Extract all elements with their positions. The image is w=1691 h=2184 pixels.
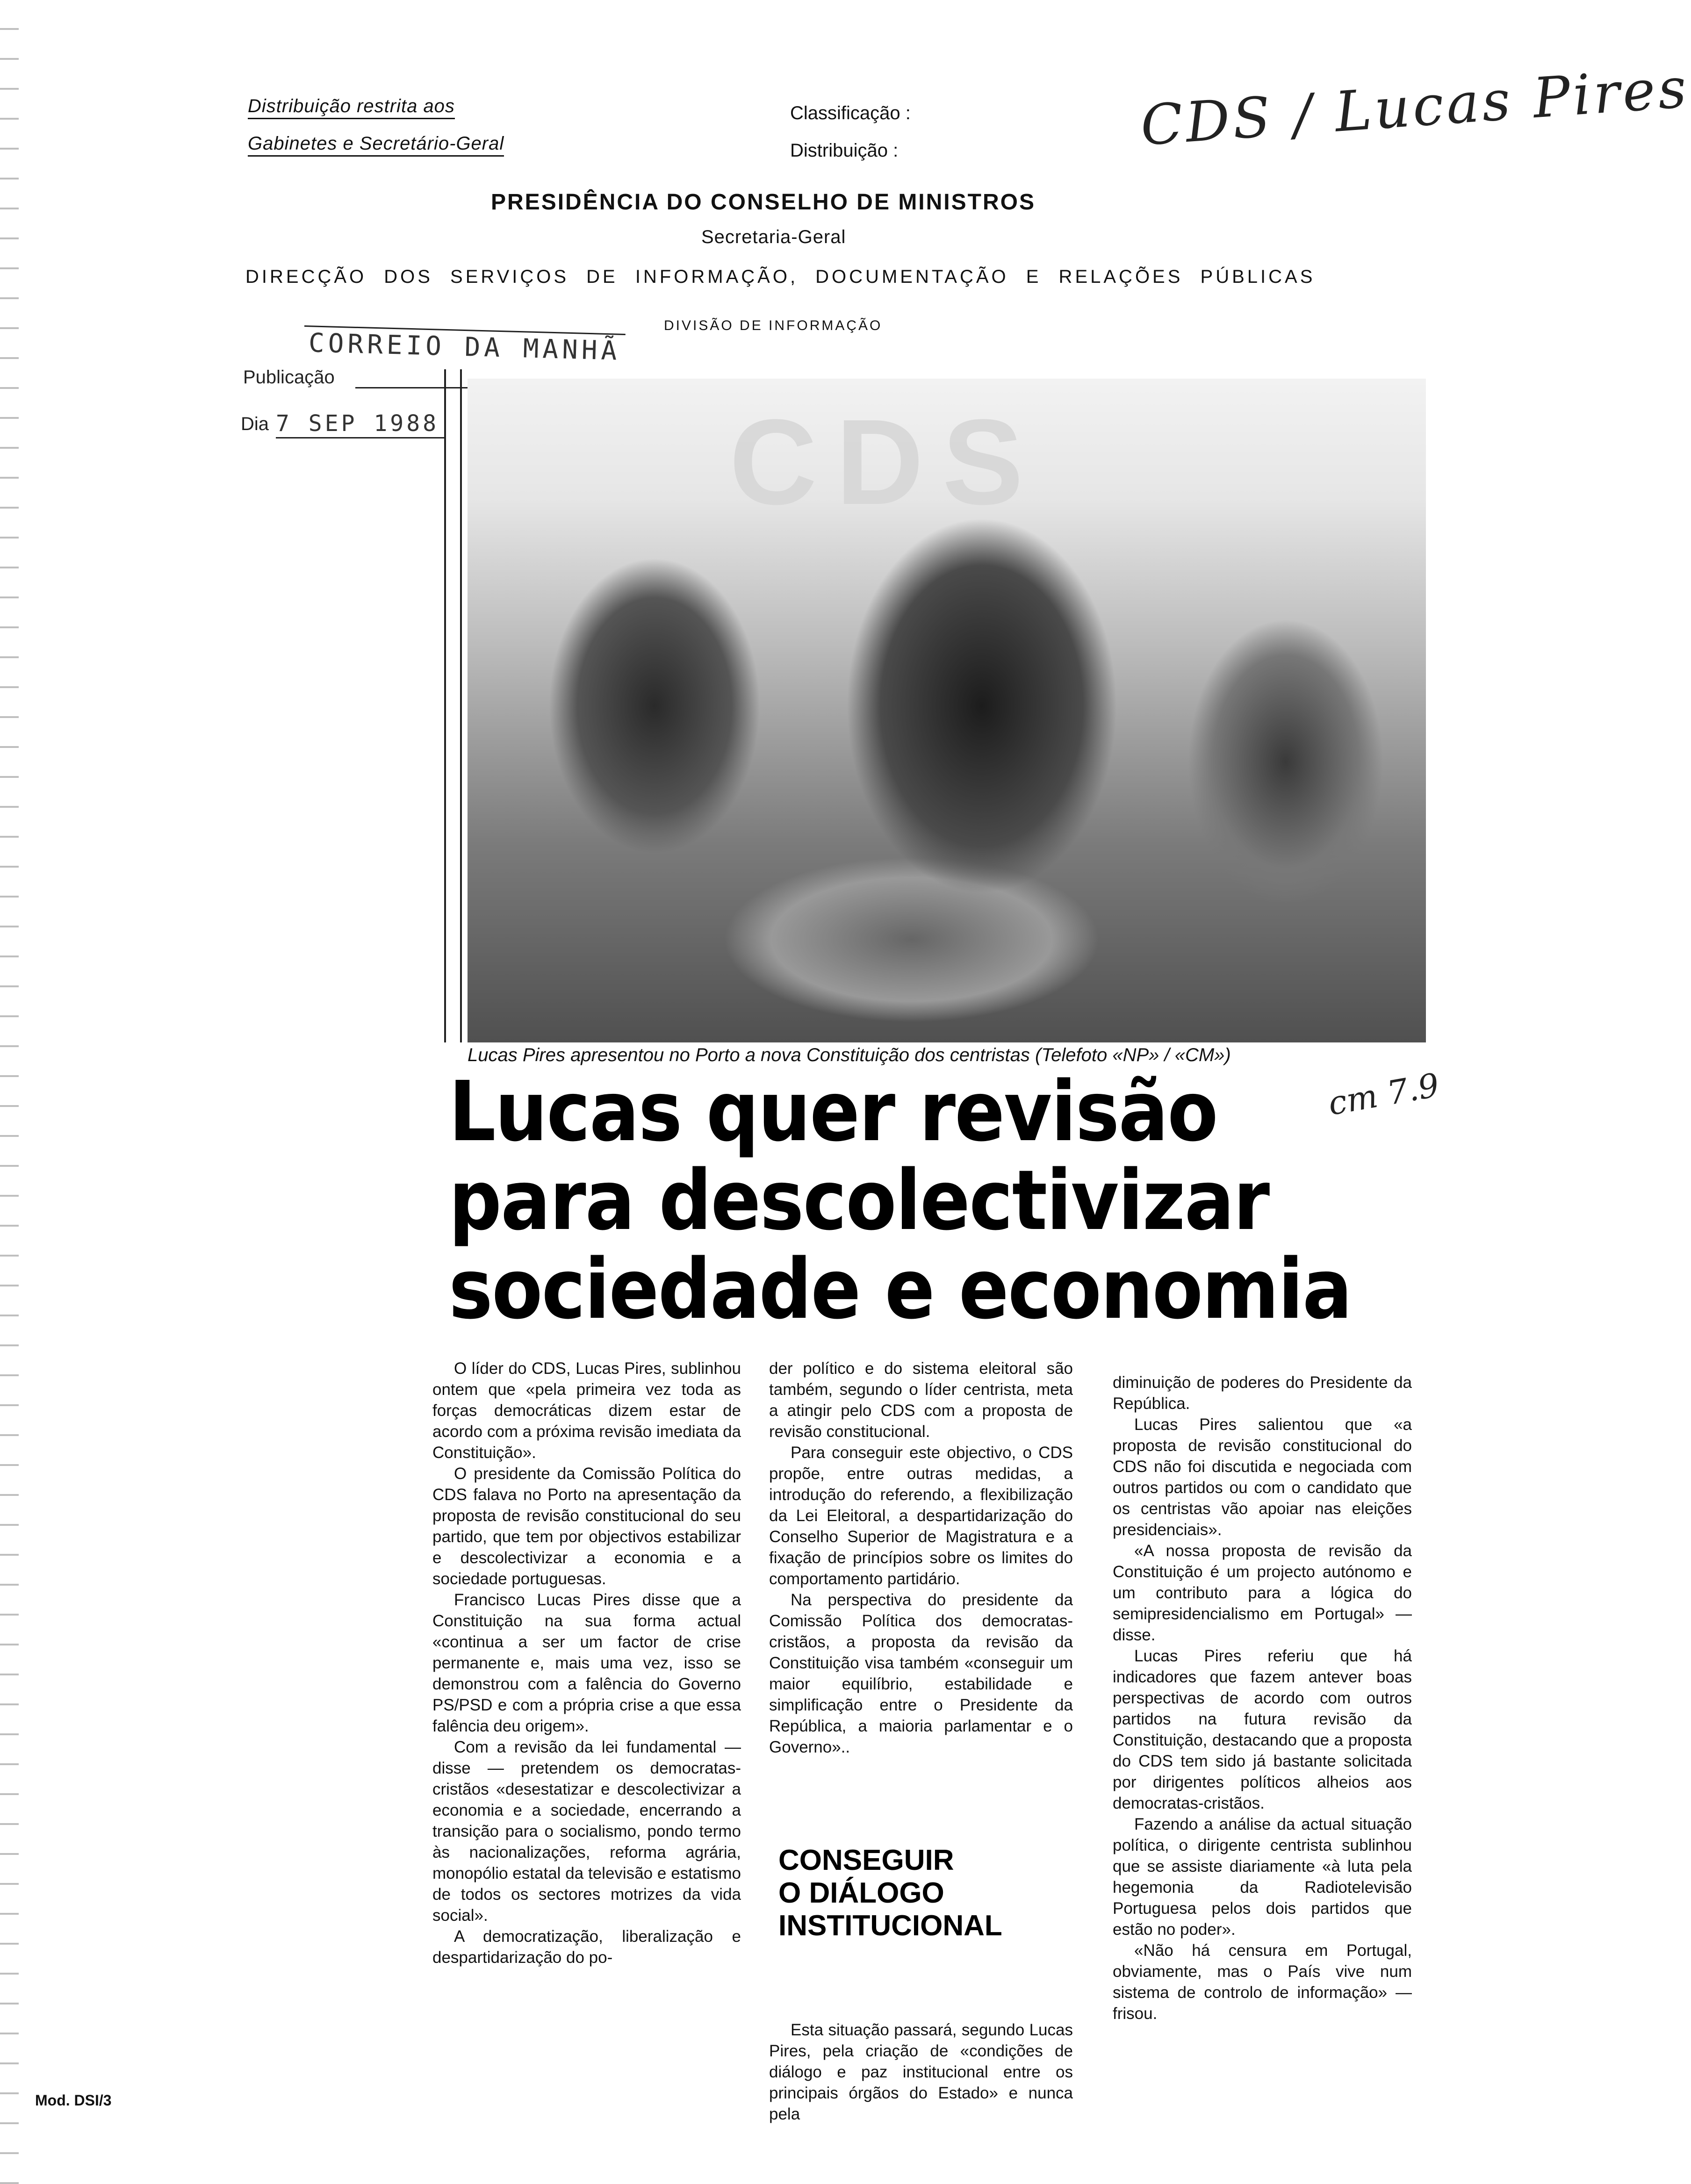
dia-stamp-value: 7 SEP 1988 [276,410,439,437]
subheading-line-1: CONSEGUIR [778,1844,954,1876]
col3-paragraph: Fazendo a análise da actual situação política, o dirigente centrista sublinhou que se assiste diariamente «à luta pela hegemonia da Radiotelevisão Portuguesa pelos dois partidos que estão no poder». [1113,1815,1412,1939]
headline-line-1: Lucas quer revisão [449,1063,1217,1160]
distribuicao-label: Distribuição : [790,140,899,161]
col3-paragraph: «Não há censura em Portugal, obviamente, mas o País vive num sistema de controlo de informação» — frisou. [1113,1941,1412,2023]
handwritten-margin-note: cm 7.9 [1325,1065,1442,1123]
col1-paragraph: O presidente da Comissão Política do CDS falava no Porto na apresentação da proposta de revisão constitucional do seu partido, que tem por objectivos estabilizar e descolectivizar a economia e a sociedade portuguesas. [432,1465,741,1588]
distribution-line-1: Distribuição restrita aos [248,96,455,119]
article-column-2-continued [769,2019,1073,2125]
col2-paragraph: Na perspectiva do presidente da Comissão Política dos democratas-cristãos, a proposta da revisão da Constituição visa também «conseguir um maior equilíbrio, estabilidade e simplificação entre o Presidente da República, a maioria parlamentar e o Governo».. [769,1591,1073,1756]
classificacao-label: Classificação : [790,103,911,123]
article-column-2 [769,1358,1073,1758]
col3-paragraph: diminuição de poderes do Presidente da República. [1113,1373,1412,1413]
divisao-informacao: DIVISÃO DE INFORMAÇÃO [664,318,883,333]
distribution-line-2: Gabinetes e Secretário-Geral [248,133,504,157]
handwritten-annotation: CDS / Lucas Pires [1138,55,1691,158]
col3-paragraph: Lucas Pires referiu que há indicadores que fazem antever boas perspectivas de acordo com outros partidos na futura revisão da Constituição, destacando que a proposta do CDS tem sido já bastante solicitada por dirigentes políticos alheios aos democratas-cristãos. [1113,1647,1412,1812]
form-model-code: Mod. DSI/3 [35,2092,112,2109]
col2-paragraph: Esta situação passará, segundo Lucas Pires, pela criação de «condições de diálogo e paz institucional entre os principais órgãos do Estado» e nunca pela [769,2021,1073,2123]
col1-paragraph: Francisco Lucas Pires disse que a Constituição na sua forma actual «continua a ser um factor de crise permanente e, mais uma vez, isso se demonstrou com a falência do Governo PS/PSD e com a própria crise a que essa falência deu origem». [432,1591,741,1735]
news-photo [468,379,1426,1042]
publicacao-label: Publicação [243,367,335,388]
article-column-1 [432,1358,741,1968]
clipping-border-left-inner [460,369,462,1042]
dia-label: Dia [241,414,269,434]
headline-line-2: para descolectivizar [449,1152,1269,1249]
publication-stamp: CORREIO DA MANHÃ [303,325,626,367]
photo-caption: Lucas Pires apresentou no Porto a nova Constituição dos centristas (Telefoto «NP» / «CM») [468,1045,1231,1065]
dia-underline [276,437,444,438]
subheading [778,1844,1002,1942]
col1-paragraph: Com a revisão da lei fundamental — disse — pretendem os democratas-cristãos «desestatizar e descolectivizar a economia e a sociedade, encerrando a transição para o socialismo, pondo termo às nacionalizações, reforma agrária, monopólio estatal da televisão e estatismo de todos os sectores motrizes da vida social». [432,1738,741,1925]
col2-paragraph: der político e do sistema eleitoral são também, segundo o líder centrista, meta a atingir pelo CDS com a proposta de revisão constitucional. [769,1359,1073,1441]
subheading-line-2: O DIÁLOGO [778,1877,944,1909]
photo-cds-sign: CDS [729,395,1042,530]
col1-paragraph: A democratização, liberalização e despartidarização do po- [432,1927,741,1967]
scan-edge-artifact [0,0,19,2184]
ministry-title: PRESIDÊNCIA DO CONSELHO DE MINISTROS [491,190,1036,215]
subheading-line-3: INSTITUCIONAL [778,1910,1002,1942]
col2-paragraph: Para conseguir este objectivo, o CDS propõe, entre outras medidas, a introdução do referendo, a flexibilização da Lei Eleitoral, a despartidarização do Conselho Superior de Magistratura e a fixação de princípios sobre os limites do comportamento partidário. [769,1444,1073,1588]
article-column-3 [1113,1372,1412,2024]
col1-paragraph: O líder do CDS, Lucas Pires, sublinhou ontem que «pela primeira vez toda as forças democráticas dizem estar de acordo com a próxima revisão imediata da Constituição». [432,1359,741,1462]
secretaria-geral: Secretaria-Geral [701,227,846,247]
col3-paragraph: «A nossa proposta de revisão da Constituição é um projecto autónomo e um contributo para a lógica do semipresidencialismo em Portugal» — disse. [1113,1542,1412,1644]
clipping-border-left [444,369,446,1042]
col3-paragraph: Lucas Pires salientou que «a proposta de revisão constitucional do CDS não foi discutida e negociada com outros partidos ou com o candidato que os centristas vão apoiar nas eleições presidenciais». [1113,1415,1412,1539]
direccao-servicos: DIRECÇÃO DOS SERVIÇOS DE INFORMAÇÃO, DOCUMENTAÇÃO E RELAÇÕES PÚBLICAS [245,266,1316,287]
headline-line-3: sociedade e economia [449,1241,1352,1338]
